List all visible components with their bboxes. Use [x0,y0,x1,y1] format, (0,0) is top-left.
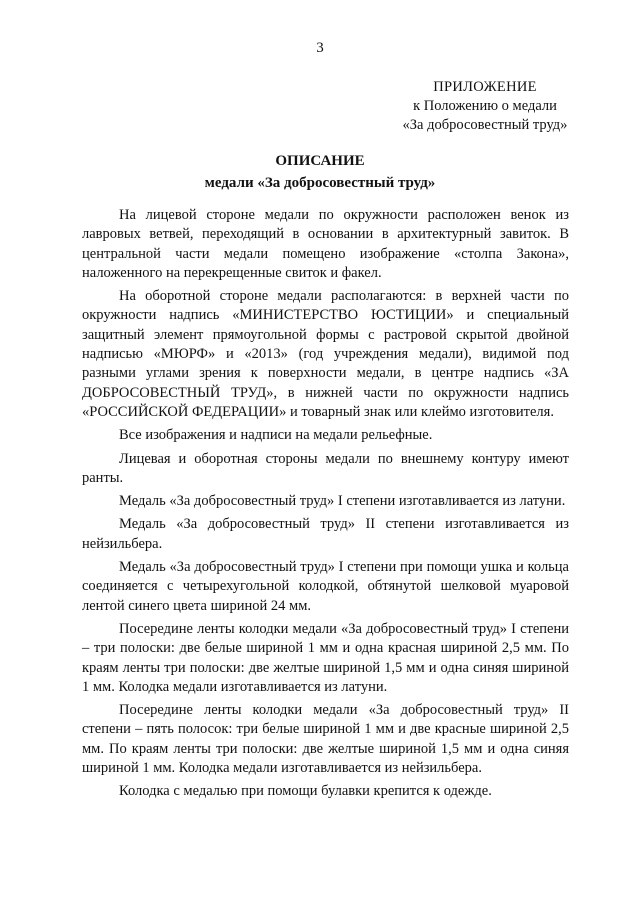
appendix-title: ПРИЛОЖЕНИЕ [433,79,537,95]
paragraph: Посередине ленты колодки медали «За добросовестный труд» I степени – три полоски: две белые шириной 1 мм и одна красная шириной 2,5 мм. По краям ленты три полоски: две желтые шириной 1,5 мм и одна синяя шириной 1 мм. Колодка медали изготавливается из латуни. [82,620,569,695]
document-heading [0,150,640,194]
appendix-header [360,78,610,135]
paragraph: Лицевая и оборотная стороны медали по внешнему контуру имеют ранты. [82,450,569,486]
paragraph: На оборотной стороне медали располагаются: в верхней части по окружности надпись «МИНИСТЕРСТВО ЮСТИЦИИ» и специальный защитный элемент прямоугольной формы с растровой скрытой двойной надписью «МЮРФ» и «2013» (год учреждения медали), видимой под разными углами зрения к поверхности медали, в центре надпись «ЗА ДОБРОСОВЕСТНЫЙ ТРУД», в нижней части по окружности надпись «РОССИЙСКОЙ ФЕДЕРАЦИИ» и товарный знак или клеймо изготовителя. [82,288,569,420]
paragraph: Медаль «За добросовестный труд» I степени изготавливается из латуни. [119,493,566,510]
heading-subtitle: медали «За добросовестный труд» [204,175,436,191]
page-number: 3 [316,40,324,56]
paragraph: Медаль «За добросовестный труд» II степени изготавливается из нейзильбера. [82,516,569,552]
paragraph: Колодка с медалью при помощи булавки крепится к одежде. [119,783,492,800]
paragraph: Посередине ленты колодки медали «За добросовестный труд» II степени – пять полосок: три белые шириной 1 мм и две красные шириной 2,5 мм. По краям ленты три полоски: две желтые шириной 1,5 мм и одна синяя шириной 1 мм. Колодка медали изготавливается из нейзильбера. [82,702,569,777]
document-body [82,206,569,806]
paragraph: На лицевой стороне медали по окружности расположен венок из лавровых ветвей, переходящий в основании в архитектурный завиток. В центральной части медали помещено изображение «столпа Закона», наложенного на перекрещенные свиток и факел. [82,207,569,281]
heading-title: ОПИСАНИЕ [275,153,365,169]
appendix-line-2: «За добросовестный труд» [402,117,568,133]
paragraph: Медаль «За добросовестный труд» I степени при помощи ушка и кольца соединяется с четырехугольной колодкой, обтянутой шелковой муаровой лентой синего цвета шириной 24 мм. [82,559,569,614]
appendix-line-1: к Положению о медали [413,98,557,114]
paragraph: Все изображения и надписи на медали рельефные. [119,427,433,444]
